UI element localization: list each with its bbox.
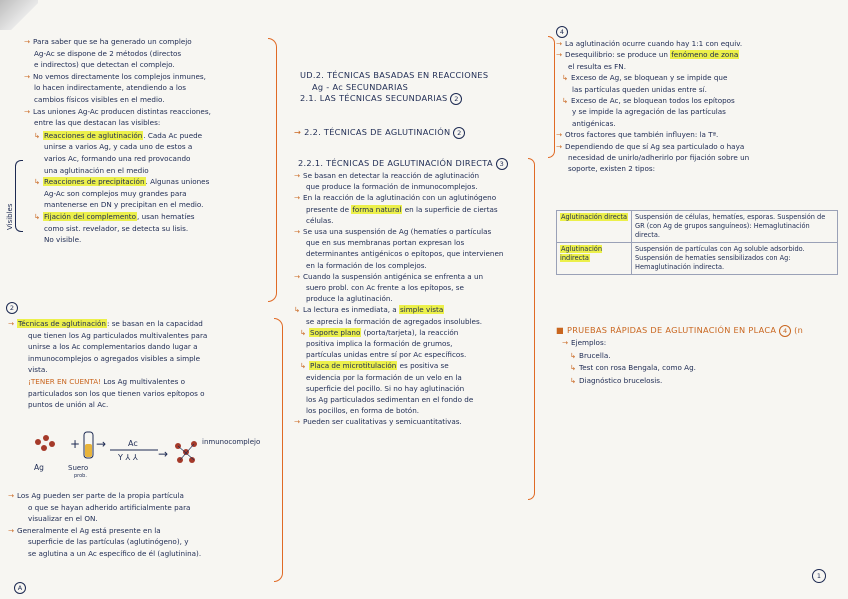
arrow-icon: ↳: [562, 73, 569, 83]
folded-corner: [0, 0, 38, 30]
right-line: las partículas queden unidas entre sí.: [572, 84, 707, 94]
arrow-icon: →: [294, 417, 301, 427]
intro-line: entre las que destacan las visibles:: [34, 118, 161, 128]
middle-line: se aprecia la formación de agregados insolubles.: [306, 316, 482, 326]
arrow-icon: →: [24, 71, 31, 81]
middle-line: los Ag particulados sedimentan en el fondo de: [306, 395, 474, 405]
arrow-icon: ↳: [34, 130, 41, 140]
middle-body: [294, 158, 534, 428]
warning-line: particulados son los que tienen varios epítopos o: [28, 388, 205, 398]
middle-line: ↳ Placa de microtitulación es positiva se: [300, 361, 449, 371]
ag-label: Ag: [34, 463, 44, 472]
bottom-line: → Generalmente el Ag está presente en la: [8, 525, 161, 535]
immunocomplex-icon: [175, 441, 197, 463]
right-line: el resulta es FN.: [568, 61, 626, 71]
middle-line: → En la reacción de la aglutinación con un aglutinógeno: [294, 193, 497, 203]
arrow-icon: ↳: [300, 327, 307, 337]
right-line: soporte, existen 2 tipos:: [568, 164, 656, 174]
intro-line: cambios físicos visibles en el medio.: [34, 94, 165, 104]
table-row: [557, 211, 838, 243]
table-value: Suspensión de partículas con Ag soluble adsorbido. Suspensión de hematíes sensibilizados con Ag: Hemaglutinación indirecta.: [632, 243, 838, 275]
bullet-line: No visible.: [44, 235, 82, 245]
middle-line: que en sus membranas portan expresan los: [306, 238, 465, 248]
middle-line: partículas unidas entre sí por Ac específicos.: [306, 350, 467, 360]
arrow-icon: ↳: [562, 96, 569, 106]
arrow-icon: ↳: [570, 375, 577, 385]
middle-line: suero probl. con Ac frente a los epítopos, se: [306, 283, 464, 293]
pruebas-title: ■ PRUEBAS RÁPIDAS DE AGLUTINACIÓN EN PLACA 4 (n: [556, 325, 804, 335]
right-line: necesidad de unirlo/adherirlo por fijación sobre un: [568, 153, 750, 163]
square-bullet-icon: ■: [556, 325, 565, 335]
bottom-line: se aglutina a un Ac específico de él (aglutinina).: [28, 548, 202, 558]
right-line: antigénicas.: [572, 118, 616, 128]
arrow-icon: →: [294, 171, 301, 180]
serum-tube-icon: [84, 432, 93, 458]
arrow-icon: →: [8, 319, 15, 328]
warning-line: ¡TENER EN CUENTA! Los Ag multivalentes o: [28, 376, 186, 386]
bullet-line: como sist. revelador, se detecta su lisis.: [44, 223, 189, 233]
bullet-line: varios Ac, formando una red provocando: [44, 153, 191, 163]
example-line: ↳ Diagnóstico brucelosis.: [570, 375, 663, 385]
agglutination-diagram: [30, 430, 270, 478]
middle-line: presente de forma natural en la superficie de ciertas: [306, 204, 498, 214]
bottom-line: → Los Ag pueden ser parte de la propia partícula: [8, 491, 184, 500]
middle-line: determinantes antigénicos o epítopos, que intervienen: [306, 249, 504, 259]
bottom-block: [8, 490, 278, 560]
right-line: → La aglutinación ocurre cuando hay 1:1 con equiv.: [556, 39, 743, 48]
middle-line: superficie del pocillo. Si no hay aglutinación: [306, 383, 465, 393]
middle-line: en la formación de los complejos.: [306, 260, 427, 270]
right-top-num: 4: [556, 26, 841, 38]
right-line: ↳ Exceso de Ac, se bloquean todos los epítopos: [562, 96, 735, 106]
middle-line: ↳ Soporte plano (porta/tarjeta), la reacción: [300, 327, 459, 337]
bottom-line: o que se hayan adherido artificialmente para: [28, 502, 191, 512]
section-number: 2: [6, 302, 18, 314]
middle-line: que produce la formación de inmunocomplejos.: [306, 182, 478, 192]
orange-brace: [268, 38, 277, 302]
bottom-line: visualizar en el ON.: [28, 514, 98, 524]
bullet-aglutinacion: ↳ Reacciones de aglutinación. Cada Ac puede: [34, 130, 203, 140]
bottom-line: superficie de las partículas (aglutinógeno), y: [28, 537, 189, 547]
middle-line: evidencia por la formación de un velo en la: [306, 372, 462, 382]
arrow-icon: →: [24, 106, 31, 116]
arrow-icon: →: [96, 437, 107, 451]
middle-line: produce la aglutinación.: [306, 294, 393, 304]
arrow-icon: →: [8, 525, 15, 535]
left-column: [24, 36, 274, 246]
arrow-icon: ↳: [294, 305, 301, 315]
right-line: → Dependiendo de que sí Ag sea particulado o haya: [556, 141, 745, 151]
table-row: [557, 243, 838, 275]
intro-line: → No vemos directamente los complejos inmunes,: [24, 71, 206, 81]
arrow-icon: →: [158, 447, 169, 461]
middle-line: ↳ La lectura es inmediata, a simple vista: [294, 305, 444, 315]
arrow-icon: ↳: [570, 350, 577, 360]
example-line: → Ejemplos:: [562, 338, 607, 347]
visibles-label: Visibles: [6, 203, 14, 230]
tech-title-line: → Técnicas de aglutinación: se basan en la capacidad: [8, 319, 203, 328]
middle-line: células.: [306, 215, 334, 225]
right-line: ↳ Exceso de Ag, se bloquean y se impide que: [562, 73, 728, 83]
unit-section: 2.1. LAS TÉCNICAS SECUNDARIAS 2: [300, 93, 550, 105]
example-line: ↳ Test con rosa Bengala, como Ag.: [570, 363, 696, 373]
plus-sign: +: [70, 437, 81, 451]
tech-line: unirse a los Ac complementarios dando lugar a: [28, 342, 198, 352]
warning-line: puntos de unión al Ac.: [28, 400, 109, 410]
arrow-icon: →: [556, 141, 563, 151]
arrow-icon: ↳: [34, 177, 41, 187]
suero-label: Suero: [68, 464, 89, 472]
arrow-icon: →: [556, 50, 563, 60]
unit-subtitle: Ag - Ac SECUNDARIAS: [312, 81, 409, 92]
example-line: ↳ Brucella.: [570, 350, 611, 360]
arrow-icon: →: [294, 271, 301, 281]
unit-title: UD.2. TÉCNICAS BASADAS EN REACCIONES: [300, 70, 489, 80]
visibles-brace: [15, 160, 23, 232]
bullet-line: mantenerse en DN y precipitan en el medio.: [44, 200, 204, 210]
arrow-icon: →: [562, 338, 569, 347]
antigen-particles: [35, 435, 55, 451]
middle-line: → Cuando la suspensión antigénica se enfrenta a un: [294, 271, 484, 281]
section-title-block: [294, 127, 544, 139]
tech-line: inmunocomplejos o agregados visibles a simple: [28, 353, 201, 363]
tech-line: que tienen los Ag particulados multivalentes para: [28, 330, 208, 340]
right-line: y se impide la agregación de las partículas: [572, 107, 726, 117]
intro-line: → Las uniones Ag-Ac producen distintas reacciones,: [24, 106, 211, 116]
middle-line: → Se usa una suspensión de Ag (hematíes o partículas: [294, 227, 492, 237]
subsection-title: 2.2.1. TÉCNICAS DE AGLUTINACIÓN DIRECTA 3: [294, 158, 534, 170]
middle-line: → Se basan en detectar la reacción de aglutinación: [294, 171, 480, 180]
arrow-icon: →: [294, 127, 302, 137]
tech-line: vista.: [28, 365, 48, 375]
inmunocomplejo-label: inmunocomplejo: [202, 438, 261, 446]
arrow-icon: →: [8, 491, 15, 500]
arrow-icon: ↳: [34, 211, 41, 221]
aglutination-types-table: [556, 210, 838, 275]
intro-line: lo hacen indirectamente, atendiendo a los: [34, 83, 186, 93]
orange-brace: [548, 36, 555, 158]
arrow-icon: ↳: [570, 363, 577, 373]
middle-line: los pocillos, en forma de botón.: [306, 406, 420, 416]
middle-line: → Pueden ser cualitativas y semicuantitativas.: [294, 417, 462, 427]
table-key: Aglutinación indirecta: [557, 243, 632, 275]
bullet-line: unirse a varios Ag, y cada uno de estos a: [44, 142, 193, 152]
table-value: Suspensión de células, hematíes, esporas. Suspensión de GR (con Ag de grupos sanguíneos): Hemaglutinación directa.: [632, 211, 838, 243]
page-number: 1: [812, 569, 826, 583]
intro-line: e indirectos) que detectan el complejo.: [34, 60, 175, 70]
arrow-icon: ↳: [300, 361, 307, 371]
right-line: → Desequilibrio: se produce un fenómeno de zona: [556, 50, 739, 60]
intro-line: → Para saber que se ha generado un complejo: [24, 37, 192, 46]
page-mark: A: [14, 582, 26, 594]
arrow-icon: →: [294, 193, 301, 203]
right-line: → Otros factores que también influyen: la Tª.: [556, 130, 719, 140]
antibody-icon: Y ⅄ ⅄: [118, 453, 138, 462]
bullet-line: Ag-Ac son complejos muy grandes para: [44, 188, 187, 198]
arrow-icon: →: [294, 227, 301, 237]
orange-brace: [274, 318, 283, 582]
table-key: Aglutinación directa: [557, 211, 632, 243]
bullet-complemento: ↳ Fijación del complemento, usan hematíes: [34, 211, 195, 221]
bullet-line: una aglutinación en el medio: [44, 165, 149, 175]
tech-block: [8, 318, 278, 411]
intro-line: Ag-Ac se dispone de 2 métodos (directos: [34, 48, 182, 58]
middle-line: positiva implica la formación de grumos,: [306, 339, 453, 349]
arrow-icon: →: [556, 130, 563, 140]
middle-header: [300, 70, 550, 105]
suero-sub-label: prob.: [74, 473, 87, 478]
pruebas-block: [556, 324, 841, 387]
arrow-icon: →: [556, 39, 563, 48]
ac-label: Ac: [128, 439, 138, 448]
arrow-icon: →: [24, 37, 31, 46]
bullet-precipitacion: ↳ Reacciones de precipitación. Algunas uniones: [34, 177, 210, 187]
section-title: → 2.2. TÉCNICAS DE AGLUTINACIÓN 2: [294, 127, 544, 139]
right-column: [556, 26, 841, 175]
